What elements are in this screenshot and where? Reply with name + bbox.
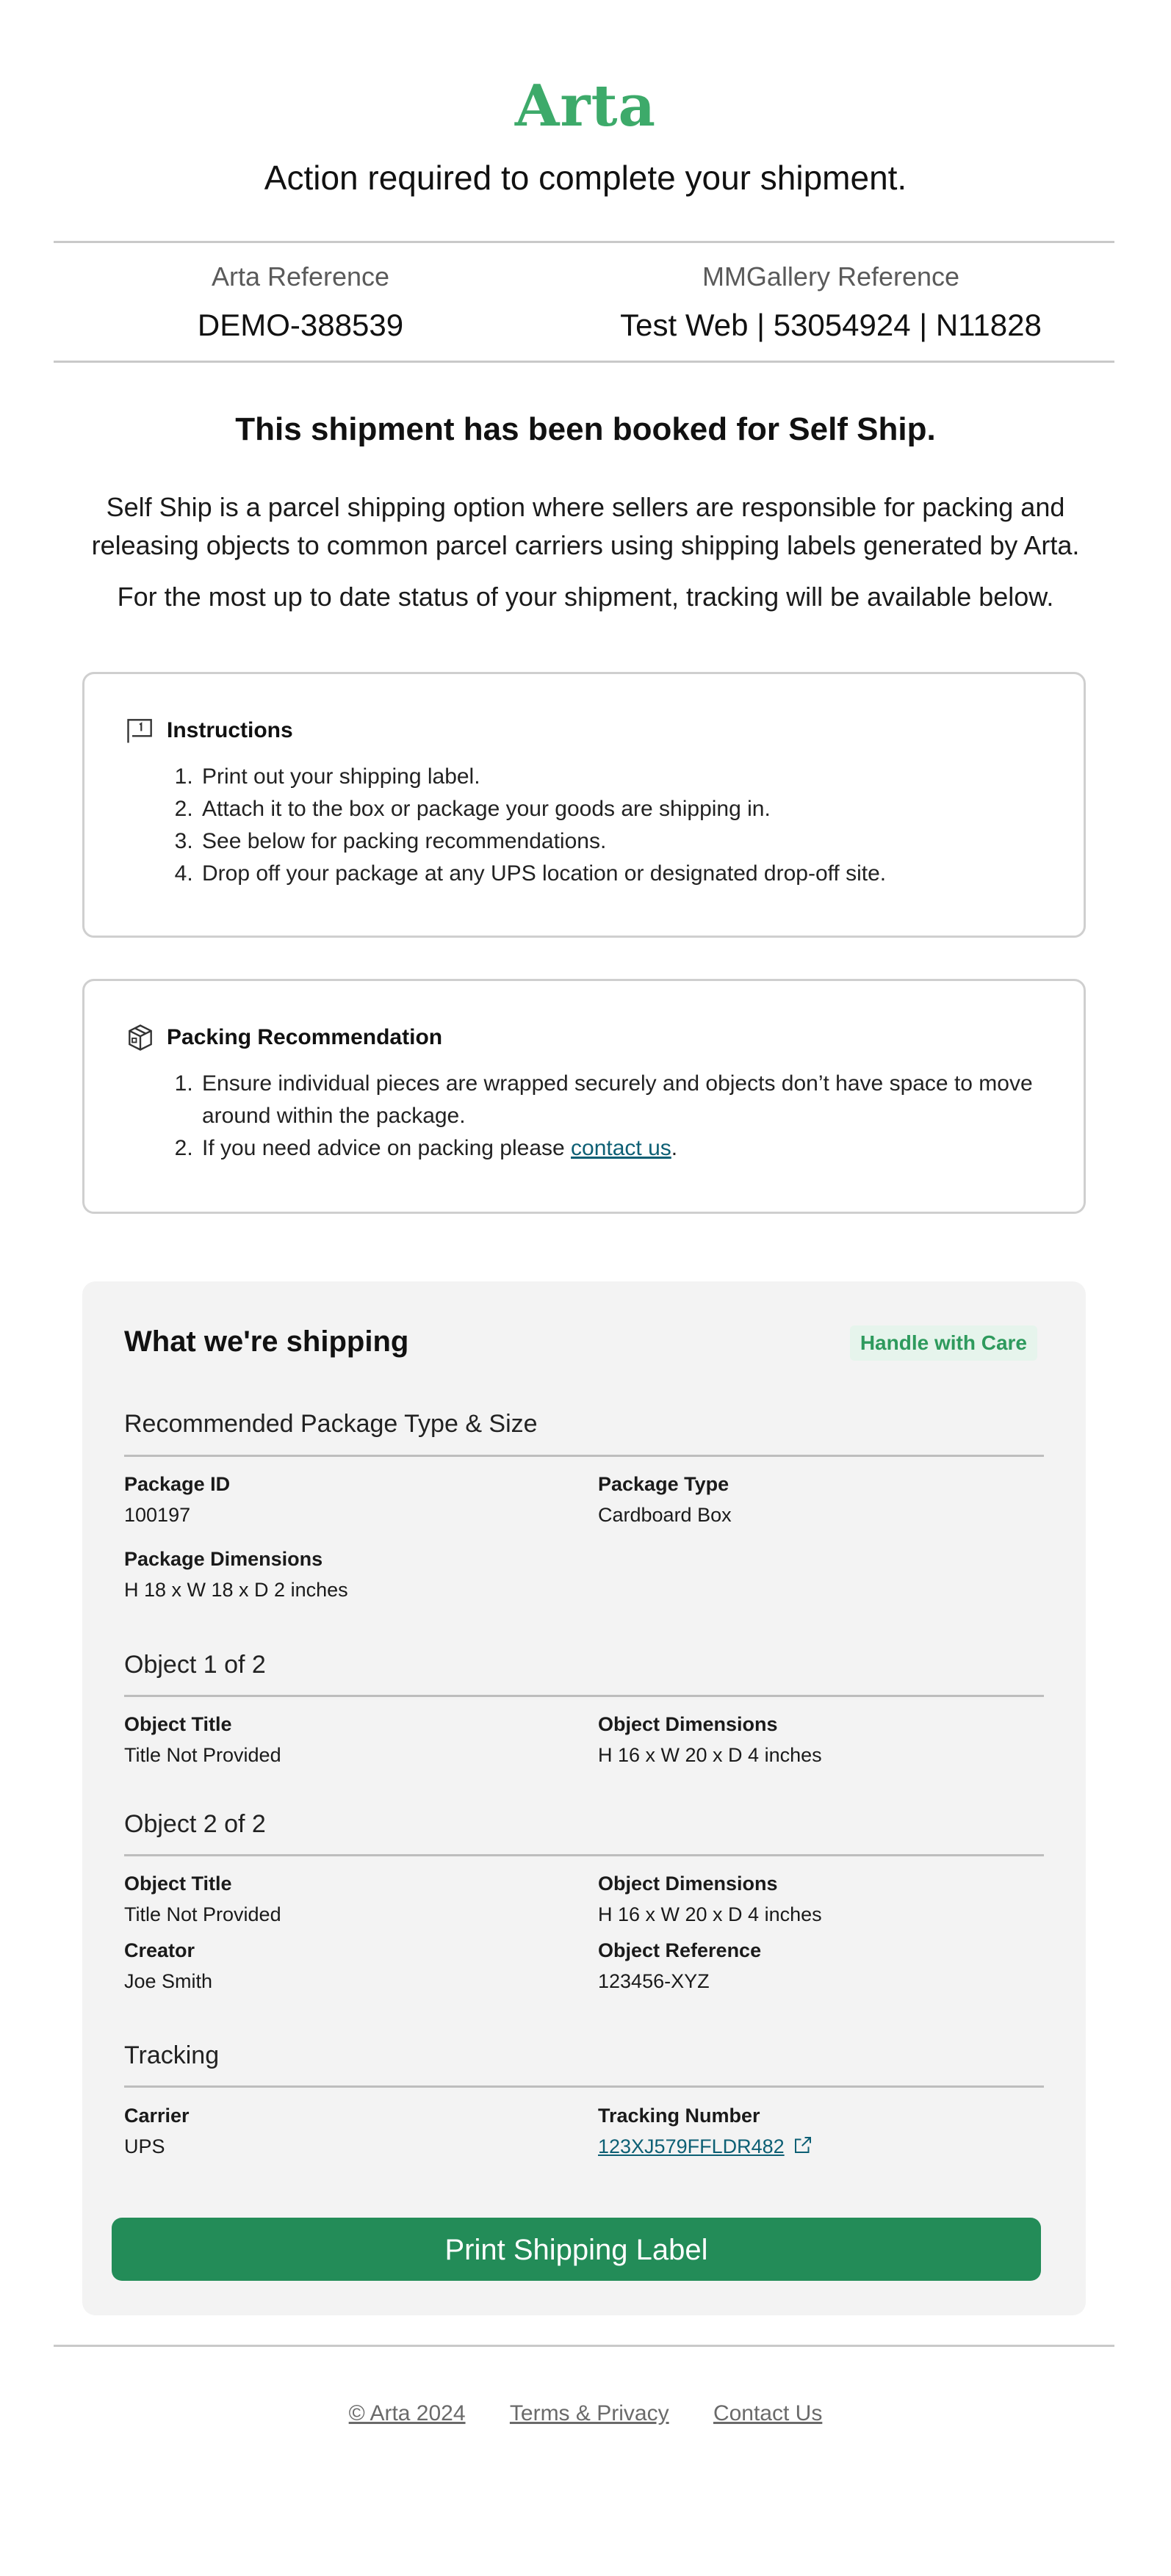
handle-with-care-badge: Handle with Care [850,1325,1037,1361]
package-type-value: Cardboard Box [598,1504,732,1526]
packing-title: Packing Recommendation [167,1025,443,1049]
tracking-number-label: Tracking Number [598,2105,760,2127]
object1-dimensions-value: H 16 x W 20 x D 4 inches [598,1744,822,1766]
package-dimensions-value: H 18 x W 18 x D 2 inches [124,1579,348,1601]
shipping-title: What we're shipping [124,1325,409,1358]
divider-top [54,241,1114,243]
carrier-label: Carrier [124,2105,190,2127]
packing-list [158,1068,1044,1165]
object1-section-title: Object 1 of 2 [124,1651,266,1679]
instruction-step: 4. Drop off your package at any UPS location or designated drop-off site. [199,858,1044,890]
object2-dimensions-label: Object Dimensions [598,1873,778,1895]
object2-creator-label: Creator [124,1939,195,1961]
object2-reference [598,1937,1039,1994]
package-type [598,1471,1039,1528]
object1-title [124,1711,565,1768]
instructions-card [82,672,1086,938]
object2-section-title: Object 2 of 2 [124,1810,266,1838]
carrier [124,2102,565,2160]
contact-link[interactable]: Contact Us [713,2401,823,2425]
package-dimensions [124,1546,565,1603]
carrier-value: UPS [124,2135,165,2157]
print-shipping-label-button[interactable]: Print Shipping Label [112,2218,1041,2281]
tracking-number [598,2102,1039,2160]
object2-title-label: Object Title [124,1873,232,1895]
packing-step-text: If you need advice on packing please [202,1136,572,1160]
arta-logo: Arta [514,73,657,140]
partner-reference-value: Test Web | 53054924 | N11828 [620,308,1042,342]
tracking-section-divider [124,2085,1044,2088]
tracking-note: For the most up to date status of your shipment, tracking will be available below. [117,582,1054,612]
object2-title-value: Title Not Provided [124,1903,281,1925]
footer-divider [54,2345,1114,2347]
object2-title [124,1870,565,1928]
packing-step-suffix: . [671,1136,678,1160]
package-section-divider [124,1455,1044,1457]
package-id-label: Package ID [124,1473,231,1495]
booked-heading: This shipment has been booked for Self Ship. [235,411,936,447]
terms-privacy-link[interactable]: Terms & Privacy [509,2401,669,2425]
object2-section-divider [124,1854,1044,1856]
arta-reference-label: Arta Reference [211,261,390,292]
page-title: Action required to complete your shipment. [264,159,907,197]
packing-step [199,1132,1044,1165]
package-icon [124,1021,156,1054]
copyright-link[interactable]: © Arta 2024 [348,2401,466,2425]
object2-creator [124,1937,565,1994]
object1-title-value: Title Not Provided [124,1744,281,1766]
tracking-number-link[interactable]: 123XJ579FFLDR482 [598,2135,785,2157]
package-dimensions-label: Package Dimensions [124,1548,323,1570]
packing-card [82,979,1086,1214]
object1-title-label: Object Title [124,1713,232,1735]
instruction-step: 2. Attach it to the box or package your goods are shipping in. [199,793,1044,825]
partner-reference-label: MMGallery Reference [702,261,960,292]
self-ship-description: Self Ship is a parcel shipping option where sellers are responsible for packing and releasing objects to common parcel carriers using shipping labels generated by Arta. [91,492,1080,560]
object2-reference-value: 123456-XYZ [598,1970,710,1992]
shipping-panel [82,1281,1086,2315]
instruction-step: 3. See below for packing recommendations. [199,825,1044,858]
instruction-step: 1. Print out your shipping label. [199,761,1044,793]
object1-dimensions-label: Object Dimensions [598,1713,778,1735]
object2-dimensions-value: H 16 x W 20 x D 4 inches [598,1903,822,1925]
external-link-icon[interactable] [792,2134,814,2156]
divider-bottom [54,361,1114,363]
intro-text [73,488,1098,629]
instructions-title: Instructions [167,718,293,742]
package-section-title: Recommended Package Type & Size [124,1410,538,1438]
object1-dimensions [598,1711,1039,1768]
package-type-label: Package Type [598,1473,729,1495]
package-id [124,1471,565,1528]
object2-dimensions [598,1870,1039,1928]
packing-step: 1. Ensure individual pieces are wrapped securely and objects don’t have space to move around within the package. [199,1068,1044,1132]
object2-reference-label: Object Reference [598,1939,762,1961]
contact-us-link[interactable]: contact us [571,1136,671,1160]
partner-reference [566,261,1096,344]
tracking-number-row [598,2133,1039,2160]
object2-creator-value: Joe Smith [124,1970,213,1992]
arta-reference-value: DEMO-388539 [197,308,404,342]
footer [0,2401,1171,2426]
package-id-value: 100197 [124,1504,191,1526]
arta-reference [35,261,566,344]
instructions-flag-icon [124,714,156,747]
object1-section-divider [124,1695,1044,1697]
tracking-section-title: Tracking [124,2041,220,2069]
instructions-list [158,761,1044,890]
